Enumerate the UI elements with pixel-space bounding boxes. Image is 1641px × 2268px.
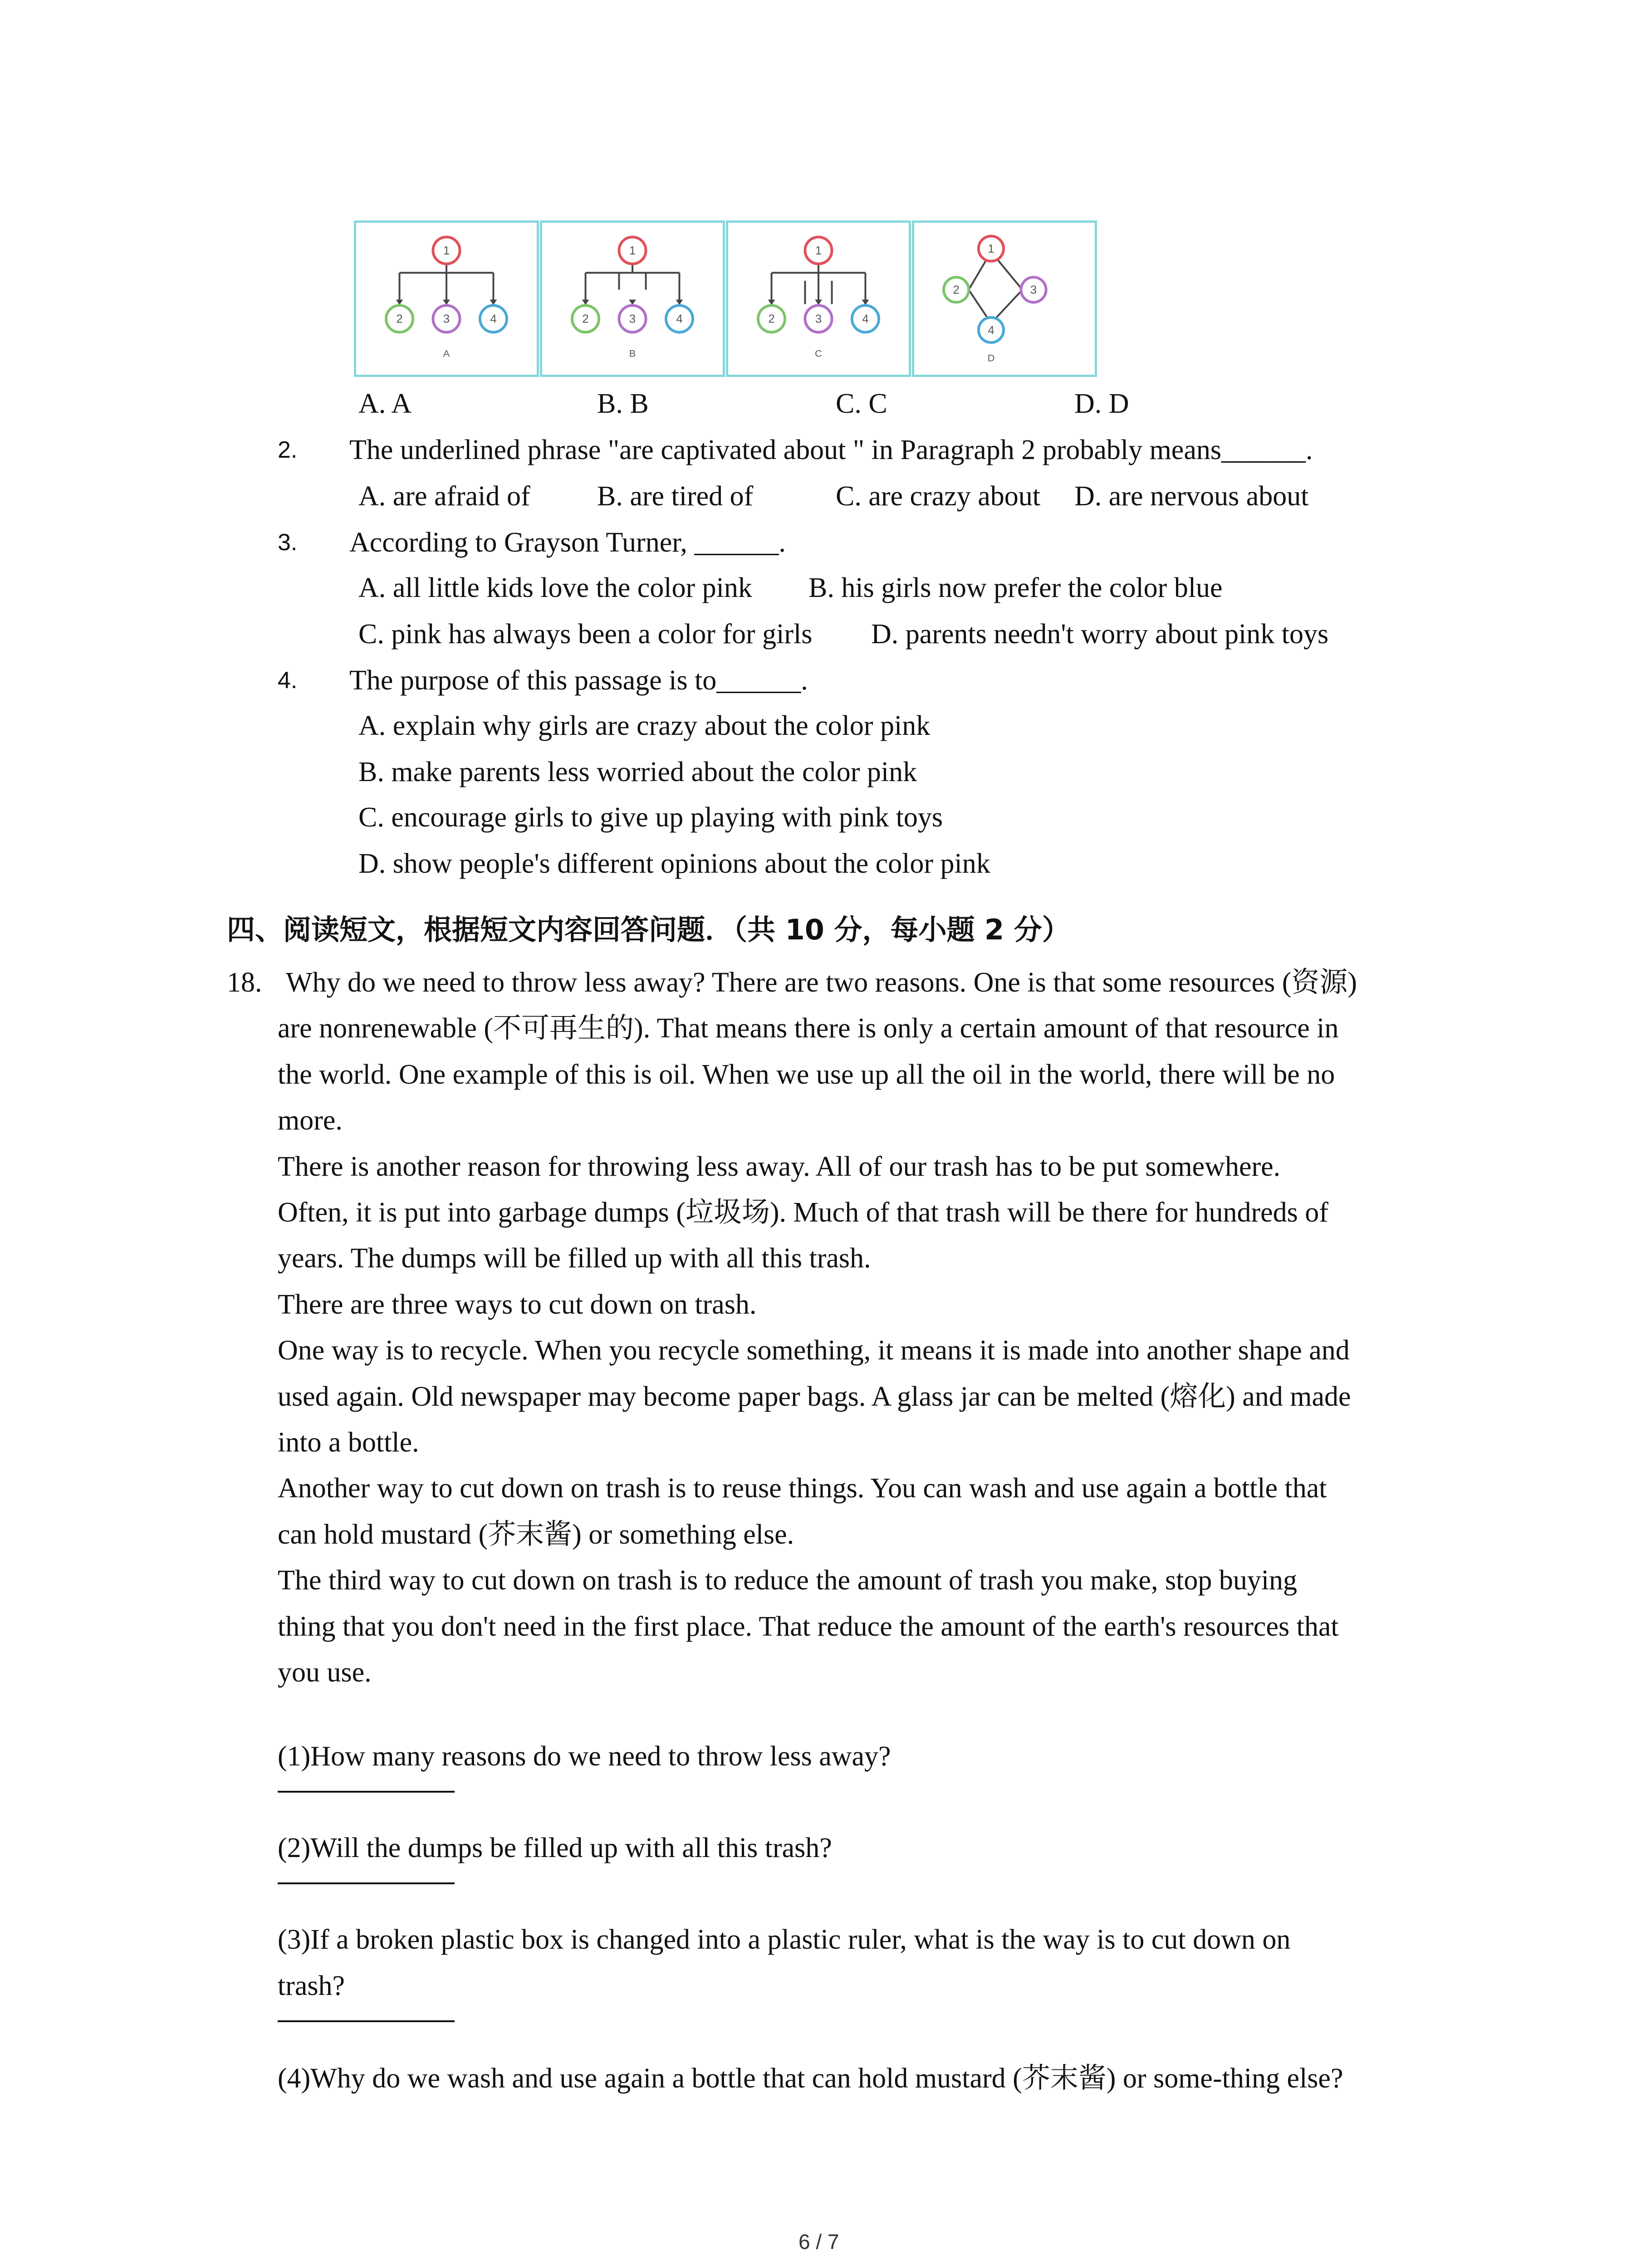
node-4 [979, 318, 1004, 342]
passage-line: One way is to recycle. When you recycle something, it means it is made into another shape and [278, 1335, 1350, 1366]
q3-option-c: C. pink has always been a color for girls [358, 619, 813, 650]
passage-line: Another way to cut down on trash is to reuse things. You can wash and use again a bottle that [278, 1473, 1327, 1504]
section-4-heading: 四、阅读短文，根据短文内容回答问题．（共 10 分，每小题 2 分） [227, 913, 1070, 946]
passage-line: the world. One example of this is oil. When we use up all the oil in the world, there will be no [278, 1059, 1335, 1090]
q4-option-d: D. show people's different opinions about the color pink [358, 848, 990, 879]
q4-option-c: C. encourage girls to give up playing with pink toys [358, 802, 943, 833]
node-1 [979, 236, 1004, 261]
svg-text:3: 3 [629, 313, 636, 326]
svg-text:2: 2 [768, 313, 775, 326]
q1-option-b: B. B [597, 388, 649, 419]
node-4 [480, 305, 507, 332]
answer-blank-3[interactable] [278, 2020, 455, 2022]
node-3 [433, 305, 460, 332]
svg-text:4: 4 [862, 313, 869, 326]
node-3 [1021, 277, 1046, 302]
passage-line: are nonrenewable (不可再生的). That means there is only a certain amount of that resource in [278, 1013, 1339, 1044]
diagram-options-figure [354, 220, 1075, 377]
q2-number: 2. [278, 437, 298, 463]
q1-option-c: C. C [836, 388, 887, 419]
svg-text:3: 3 [815, 313, 822, 326]
question-3-text: (3)If a broken plastic box is changed into a plastic ruler, what is the way is to cut down on [278, 1924, 1291, 1955]
passage-line: you use. [278, 1657, 372, 1688]
node-2 [944, 277, 969, 302]
passage-line: The third way to cut down on trash is to reduce the amount of trash you make, stop buying [278, 1565, 1298, 1596]
diagram-panel-a [354, 220, 539, 377]
node-2 [758, 305, 785, 332]
panel-label: B [629, 347, 636, 359]
svg-text:3: 3 [1030, 284, 1037, 297]
q3-option-d: D. parents needn't worry about pink toys [871, 619, 1329, 650]
passage-line: into a bottle. [278, 1427, 419, 1458]
node-3 [805, 305, 832, 332]
diagram-panel-b [540, 220, 725, 377]
q4-stem: The purpose of this passage is to______. [349, 665, 808, 696]
q3-stem: According to Grayson Turner, ______. [349, 527, 786, 558]
svg-text:1: 1 [629, 244, 636, 257]
svg-text:1: 1 [443, 244, 450, 257]
diagram-panel-d [912, 220, 1097, 377]
passage-line: years. The dumps will be filled up with all this trash. [278, 1243, 871, 1274]
node-1 [433, 237, 460, 264]
svg-text:4: 4 [988, 324, 994, 337]
q2-option-b: B. are tired of [597, 481, 754, 512]
node-1 [805, 237, 832, 264]
q2-option-d: D. are nervous about [1074, 481, 1309, 512]
svg-text:4: 4 [676, 313, 683, 326]
svg-text:2: 2 [396, 313, 403, 326]
svg-text:2: 2 [953, 284, 960, 297]
svg-text:4: 4 [490, 313, 497, 326]
node-1 [619, 237, 646, 264]
node-2 [386, 305, 413, 332]
q4-option-a: A. explain why girls are crazy about the color pink [358, 710, 931, 741]
svg-text:3: 3 [443, 313, 450, 326]
passage-line: used again. Old newspaper may become paper bags. A glass jar can be melted (熔化) and made [278, 1381, 1351, 1412]
passage-line: Often, it is put into garbage dumps (垃圾场). Much of that trash will be there for hundreds of [278, 1197, 1328, 1228]
q4-option-b: B. make parents less worried about the color pink [358, 757, 917, 787]
q1-option-a: A. A [358, 388, 412, 419]
node-4 [666, 305, 693, 332]
passage-line: There is another reason for throwing less away. All of our trash has to be put somewhere. [278, 1151, 1281, 1182]
q3-option-a: A. all little kids love the color pink [358, 572, 752, 603]
svg-text:1: 1 [988, 243, 994, 256]
passage-line: more. [278, 1105, 343, 1136]
q2-option-c: C. are crazy about [836, 481, 1040, 512]
page-number: 6 / 7 [798, 2230, 839, 2253]
panel-label: D [987, 352, 995, 364]
svg-text:2: 2 [582, 313, 589, 326]
question-4-text: (4)Why do we wash and use again a bottle that can hold mustard (芥末酱) or some-thing else? [278, 2063, 1343, 2094]
q1-option-d: D. D [1074, 388, 1129, 419]
q2-option-a: A. are afraid of [358, 481, 530, 512]
passage-line: can hold mustard (芥末酱) or something else. [278, 1519, 794, 1550]
node-3 [619, 305, 646, 332]
passage-line: thing that you don't need in the first place. That reduce the amount of the earth's resources that [278, 1611, 1339, 1642]
answer-blank-1[interactable] [278, 1791, 455, 1793]
q2-stem: The underlined phrase "are captivated about " in Paragraph 2 probably means______. [349, 435, 1313, 465]
panel-label: C [815, 347, 822, 359]
q3-option-b: B. his girls now prefer the color blue [808, 572, 1223, 603]
q4-number: 4. [278, 667, 298, 694]
panel-label: A [443, 347, 450, 359]
diagram-panel-c [726, 220, 911, 377]
answer-blank-2[interactable] [278, 1882, 455, 1884]
passage-number: 18. [227, 967, 262, 998]
question-3-text: trash? [278, 1970, 345, 2001]
node-4 [852, 305, 879, 332]
question-1-text: (1)How many reasons do we need to throw less away? [278, 1741, 891, 1772]
node-2 [572, 305, 599, 332]
passage-line: Why do we need to throw less away? There are two reasons. One is that some resources (资源) [286, 967, 1357, 998]
q3-number: 3. [278, 529, 298, 556]
svg-text:1: 1 [815, 244, 822, 257]
question-2-text: (2)Will the dumps be filled up with all this trash? [278, 1833, 832, 1863]
passage-line: There are three ways to cut down on trash. [278, 1289, 757, 1320]
